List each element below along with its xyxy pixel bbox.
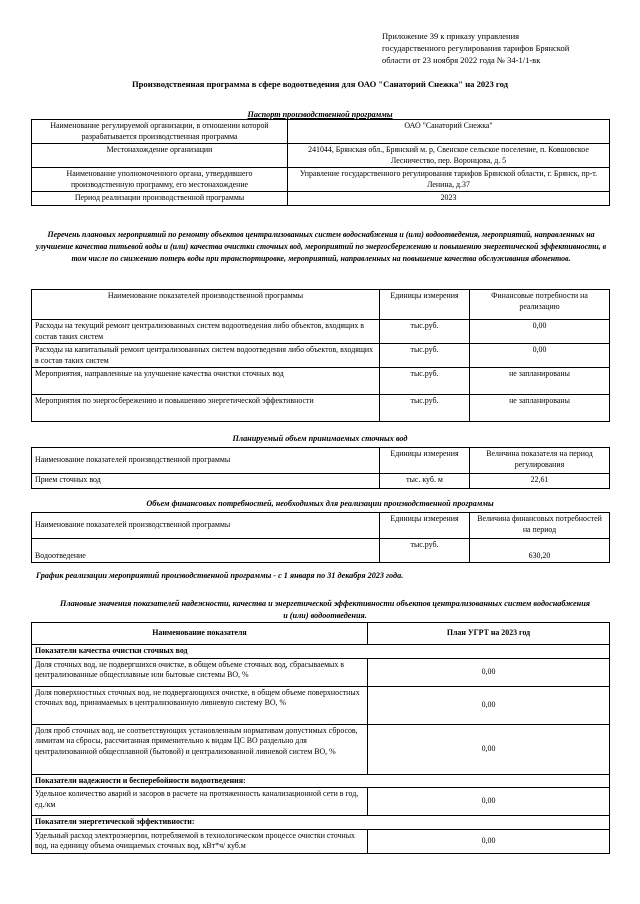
column-header: Наименование показателей производственной программы bbox=[32, 513, 380, 539]
column-header: Величина показателя на период регулирования bbox=[470, 448, 610, 474]
indicator-name: Прием сточных вод bbox=[32, 474, 380, 489]
indicator-value: 0,00 bbox=[470, 320, 610, 344]
measures-table bbox=[31, 289, 610, 422]
indicator-name: Расходы на капитальный ремонт централизованных систем водоотведения либо объектов, входящих в состав таких систем bbox=[32, 344, 380, 368]
indicator-value: 0,00 bbox=[368, 686, 610, 724]
column-header: Наименование показателей производственной программы bbox=[32, 290, 380, 320]
order-reference-line2: государственного регулирования тарифов Брянской bbox=[382, 43, 570, 53]
indicator-value: 0,00 bbox=[368, 788, 610, 816]
group-row bbox=[32, 816, 610, 830]
finance-heading: Объем финансовых потребностей, необходимых для реализации производственной программы bbox=[146, 499, 494, 508]
indicator-name: Мероприятия, направленные на улучшение качества очистки сточных вод bbox=[32, 368, 380, 395]
indicator-unit: тыс.руб. bbox=[380, 539, 470, 563]
table-row bbox=[32, 395, 610, 422]
column-header: Наименование показателя bbox=[32, 623, 368, 645]
table-row bbox=[32, 368, 610, 395]
column-header: Единицы измерения bbox=[380, 513, 470, 539]
table-row bbox=[32, 788, 610, 816]
document-title: Производственная программа в сфере водоотведения для ОАО "Санаторий Снежка" на 2023 год bbox=[131, 79, 509, 89]
indicator-value: 0,00 bbox=[470, 344, 610, 368]
indicator-value: 630,20 bbox=[470, 539, 610, 563]
group-label: Показатели надежности и бесперебойности водоотведения: bbox=[32, 774, 610, 788]
column-header: Единицы измерения bbox=[380, 448, 470, 474]
volume-table bbox=[31, 447, 610, 489]
indicator-unit: тыс.руб. bbox=[380, 344, 470, 368]
passport-label: Период реализации производственной программы bbox=[32, 192, 288, 206]
reliability-table bbox=[31, 622, 610, 854]
indicator-value: не запланированы bbox=[470, 395, 610, 422]
table-row bbox=[32, 539, 610, 563]
group-label: Показатели качества очистки сточных вод bbox=[32, 645, 610, 659]
indicator-name: Доля поверхностных сточных вод, не подвергающихся очистке, в общем объеме поверхностных сточных вод, принимаемых в централизованную ливневую систему ВО, % bbox=[32, 686, 368, 724]
passport-row bbox=[32, 144, 610, 168]
table-row bbox=[32, 829, 610, 853]
volume-heading: Планируемый объем принимаемых сточных вод bbox=[232, 434, 408, 443]
indicator-name: Доля проб сточных вод, не соответствующих установленным нормативам допустимых сбросов, лимитам на сбросы, рассчитанная применительно к видам ЦС ВО раздельно для централизованной общесплавной (бытовой) и централизованной ливневой систем ВО, % bbox=[32, 724, 368, 774]
table-row bbox=[32, 724, 610, 774]
passport-label: Наименование уполномоченного органа, утвердившего производственную программу, его местонахождение bbox=[32, 168, 288, 192]
table-row bbox=[32, 686, 610, 724]
indicator-value: 22,61 bbox=[470, 474, 610, 489]
column-header: Единицы измерения bbox=[380, 290, 470, 320]
passport-row bbox=[32, 120, 610, 144]
column-header: Финансовые потребности на реализацию bbox=[470, 290, 610, 320]
passport-heading-text: Паспорт производственной программы bbox=[247, 110, 393, 119]
passport-value: 2023 bbox=[288, 192, 610, 206]
column-header: Величина финансовых потребностей на период bbox=[470, 513, 610, 539]
table-row bbox=[32, 320, 610, 344]
order-reference-line1: Приложение 39 к приказу управления bbox=[382, 31, 520, 41]
reliability-heading: Плановые значения показателей надежности, качества и энергетической эффективности объектов централизованных систем водоснабжения и (или) водоотведения. bbox=[60, 599, 591, 620]
group-row bbox=[32, 645, 610, 659]
passport-label: Наименование регулируемой организации, в отношении которой разрабатывается производственная программа bbox=[32, 120, 288, 144]
indicator-unit: тыс. куб. м bbox=[380, 474, 470, 489]
table-header-row bbox=[32, 290, 610, 320]
passport-value: Управление государственного регулирования тарифов Брянской области, г. Брянск, пр-т. Ленина, д.37 bbox=[288, 168, 610, 192]
passport-table bbox=[31, 119, 610, 206]
indicator-unit: тыс.руб. bbox=[380, 368, 470, 395]
indicator-name: Мероприятия по энергосбережению и повышению энергетической эффективности bbox=[32, 395, 380, 422]
indicator-value: 0,00 bbox=[368, 724, 610, 774]
measures-paragraph: Перечень плановых мероприятий по ремонту объектов централизованных систем водоснабжения и (или) водоотведения, мероприятий, направленных на улучшение качества питьевой воды и (или) качества очистки сточных вод, мероприятий по энергосбережению и повышению энергетической эффективности, в том числе по снижению потерь воды при транспортировке, мероприятий, направленных на повышение качества обслуживания абонентов. bbox=[35, 230, 607, 263]
column-header: План УГРТ на 2023 год bbox=[368, 623, 610, 645]
indicator-unit: тыс.руб. bbox=[380, 320, 470, 344]
indicator-name: Водоотведение bbox=[32, 539, 380, 563]
indicator-value: 0,00 bbox=[368, 658, 610, 686]
passport-value: ОАО "Санаторий Снежка" bbox=[288, 120, 610, 144]
order-reference bbox=[382, 30, 622, 66]
order-reference-line3: области от 23 ноября 2022 года № 34-1/1-вк bbox=[382, 55, 541, 65]
table-header-row bbox=[32, 513, 610, 539]
indicator-name: Расходы на текущий ремонт централизованных систем водоотведения либо объектов, входящих в состав таких систем bbox=[32, 320, 380, 344]
passport-label: Местонахождение организации bbox=[32, 144, 288, 168]
table-header-row bbox=[32, 448, 610, 474]
column-header: Наименование показателей производственной программы bbox=[32, 448, 380, 474]
indicator-name: Доля сточных вод, не подвергшихся очистке, в общем объеме сточных вод, сбрасываемых в централизованные общесплавные или бытовые системы ВО, % bbox=[32, 658, 368, 686]
table-header-row bbox=[32, 623, 610, 645]
group-label: Показатели энергетической эффективности: bbox=[32, 816, 610, 830]
schedule-note: График реализации мероприятий производственной программы - с 1 января по 31 декабря 2023 года. bbox=[36, 571, 404, 580]
indicator-unit: тыс.руб. bbox=[380, 395, 470, 422]
indicator-name: Удельный расход электроэнергии, потребляемой в технологическом процессе очистки сточных вод, на единицу объема очищаемых сточных вод, кВт*ч/ куб.м bbox=[32, 829, 368, 853]
table-row bbox=[32, 474, 610, 489]
passport-row bbox=[32, 192, 610, 206]
indicator-value: 0,00 bbox=[368, 829, 610, 853]
table-row bbox=[32, 344, 610, 368]
passport-row bbox=[32, 168, 610, 192]
passport-value: 241044, Брянская обл., Брянский м. р, Свенское сельское поселение, п. Ковшовское Лесничество, пер. Воронцова, д. 5 bbox=[288, 144, 610, 168]
indicator-value: не запланированы bbox=[470, 368, 610, 395]
passport-heading bbox=[30, 110, 610, 119]
indicator-name: Удельное количество аварий и засоров в расчете на протяженность канализационной сети в год, ед./км bbox=[32, 788, 368, 816]
finance-table bbox=[31, 512, 610, 563]
table-row bbox=[32, 658, 610, 686]
group-row bbox=[32, 774, 610, 788]
